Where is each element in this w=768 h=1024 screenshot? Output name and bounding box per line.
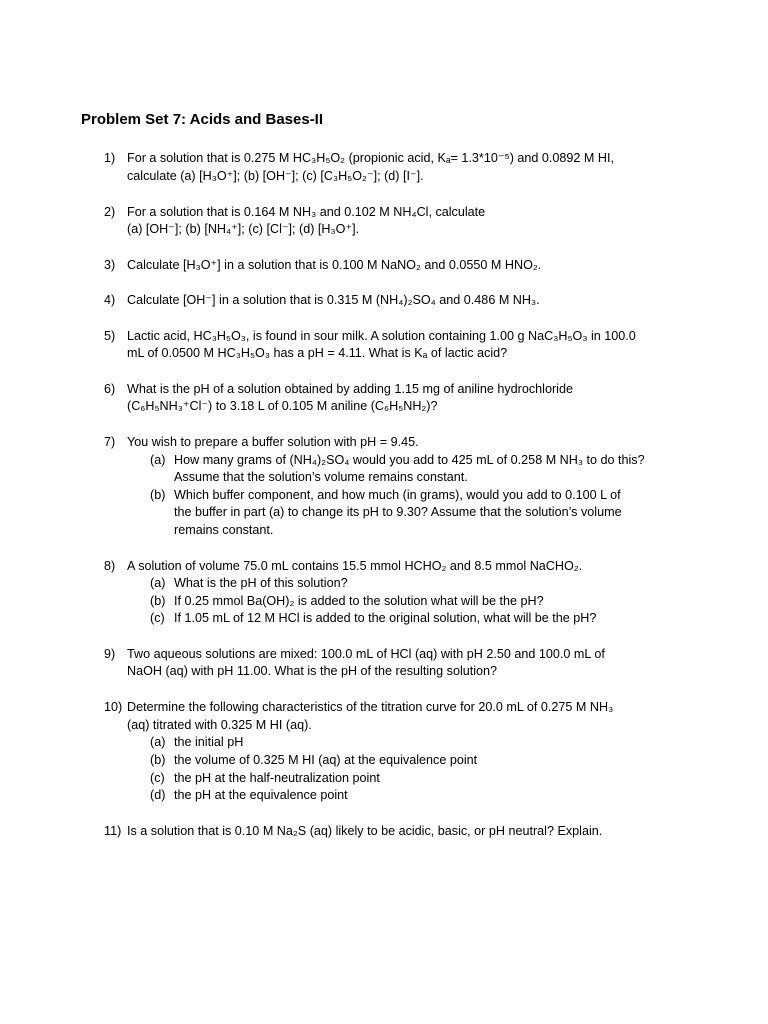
subpart-text-line: the pH at the equivalence point (174, 788, 348, 802)
subpart-text-line: If 1.05 mL of 12 M HCl is added to the original solution, what will be the pH? (174, 611, 597, 625)
page-title: Problem Set 7: Acids and Bases-II (81, 111, 324, 128)
problem-text-line: Lactic acid, HC₃H₅O₃, is found in sour milk. A solution containing 1.00 g NaC₃H₅O₃ in 100.0 (127, 329, 636, 343)
problem-text-line: Is a solution that is 0.10 M Na₂S (aq) likely to be acidic, basic, or pH neutral? Explain. (127, 824, 603, 838)
subpart-text-line: How many grams of (NH₄)₂SO₄ would you add to 425 mL of 0.258 M NH₃ to do this? (174, 453, 645, 467)
subpart-text-line: If 0.25 mmol Ba(OH)₂ is added to the solution what will be the pH? (174, 594, 544, 608)
problem-number: 9) (104, 647, 116, 661)
problem-number: 7) (104, 435, 116, 449)
problem-text-line: Calculate [H₃O⁺] in a solution that is 0.100 M NaNO₂ and 0.0550 M HNO₂. (127, 258, 542, 272)
problem-text-line: (C₆H₅NH₃⁺Cl⁻) to 3.18 L of 0.105 M aniline (C₆H₅NH₂)? (127, 399, 438, 413)
problem-text-line: NaOH (aq) with pH 11.00. What is the pH of the resulting solution? (127, 664, 498, 678)
problem-text-line: A solution of volume 75.0 mL contains 15.5 mmol HCHO₂ and 8.5 mmol NaCHO₂. (127, 559, 583, 573)
subpart-text-line: the pH at the half-neutralization point (174, 771, 380, 785)
subpart-label: (a) (150, 576, 166, 590)
problem-number: 4) (104, 293, 116, 307)
problem-text-line: You wish to prepare a buffer solution with pH = 9.45. (127, 435, 419, 449)
subpart-label: (b) (150, 594, 166, 608)
problem-number: 1) (104, 151, 116, 165)
problem-text-line: (aq) titrated with 0.325 M HI (aq). (127, 718, 312, 732)
subpart-text-line: Assume that the solution’s volume remains constant. (174, 470, 468, 484)
subpart-text-line: remains constant. (174, 523, 274, 537)
subpart-text-line: the initial pH (174, 735, 244, 749)
subpart-text-line: the buffer in part (a) to change its pH to 9.30? Assume that the solution’s volume (174, 505, 622, 519)
subpart-text-line: What is the pH of this solution? (174, 576, 348, 590)
problem-number: 6) (104, 382, 116, 396)
problem-number: 10) (104, 700, 123, 714)
subpart-text-line: Which buffer component, and how much (in grams), would you add to 0.100 L of (174, 488, 621, 502)
problem-number: 5) (104, 329, 116, 343)
subpart-label: (b) (150, 753, 166, 767)
problem-text-line: (a) [OH⁻]; (b) [NH₄⁺]; (c) [Cl⁻]; (d) [H₃O⁺]. (127, 222, 360, 236)
problem-text-line: Two aqueous solutions are mixed: 100.0 mL of HCl (aq) with pH 2.50 and 100.0 mL of (127, 647, 605, 661)
subpart-label: (c) (150, 771, 165, 785)
subpart-label: (c) (150, 611, 165, 625)
problem-text-line: For a solution that is 0.275 M HC₃H₅O₂ (propionic acid, Kₐ= 1.3*10⁻⁵) and 0.0892 M HI, (127, 151, 614, 165)
problem-number: 8) (104, 559, 116, 573)
problem-text-line: calculate (a) [H₃O⁺]; (b) [OH⁻]; (c) [C₃H₅O₂⁻]; (d) [I⁻]. (127, 169, 424, 183)
problem-text-line: Calculate [OH⁻] in a solution that is 0.315 M (NH₄)₂SO₄ and 0.486 M NH₃. (127, 293, 540, 307)
problem-text-line: mL of 0.0500 M HC₃H₅O₃ has a pH = 4.11. What is Kₐ of lactic acid? (127, 346, 508, 360)
problem-number: 11) (104, 824, 122, 838)
problem-number: 3) (104, 258, 116, 272)
subpart-label: (a) (150, 453, 166, 467)
problem-text-line: Determine the following characteristics of the titration curve for 20.0 mL of 0.275 M NH₃ (127, 700, 614, 714)
problem-text-line: For a solution that is 0.164 M NH₃ and 0.102 M NH₄Cl, calculate (127, 205, 486, 219)
subpart-label: (a) (150, 735, 166, 749)
subpart-label: (d) (150, 788, 166, 802)
problem-number: 2) (104, 205, 116, 219)
subpart-label: (b) (150, 488, 166, 502)
subpart-text-line: the volume of 0.325 M HI (aq) at the equivalence point (174, 753, 478, 767)
problem-text-line: What is the pH of a solution obtained by adding 1.15 mg of aniline hydrochloride (127, 382, 573, 396)
